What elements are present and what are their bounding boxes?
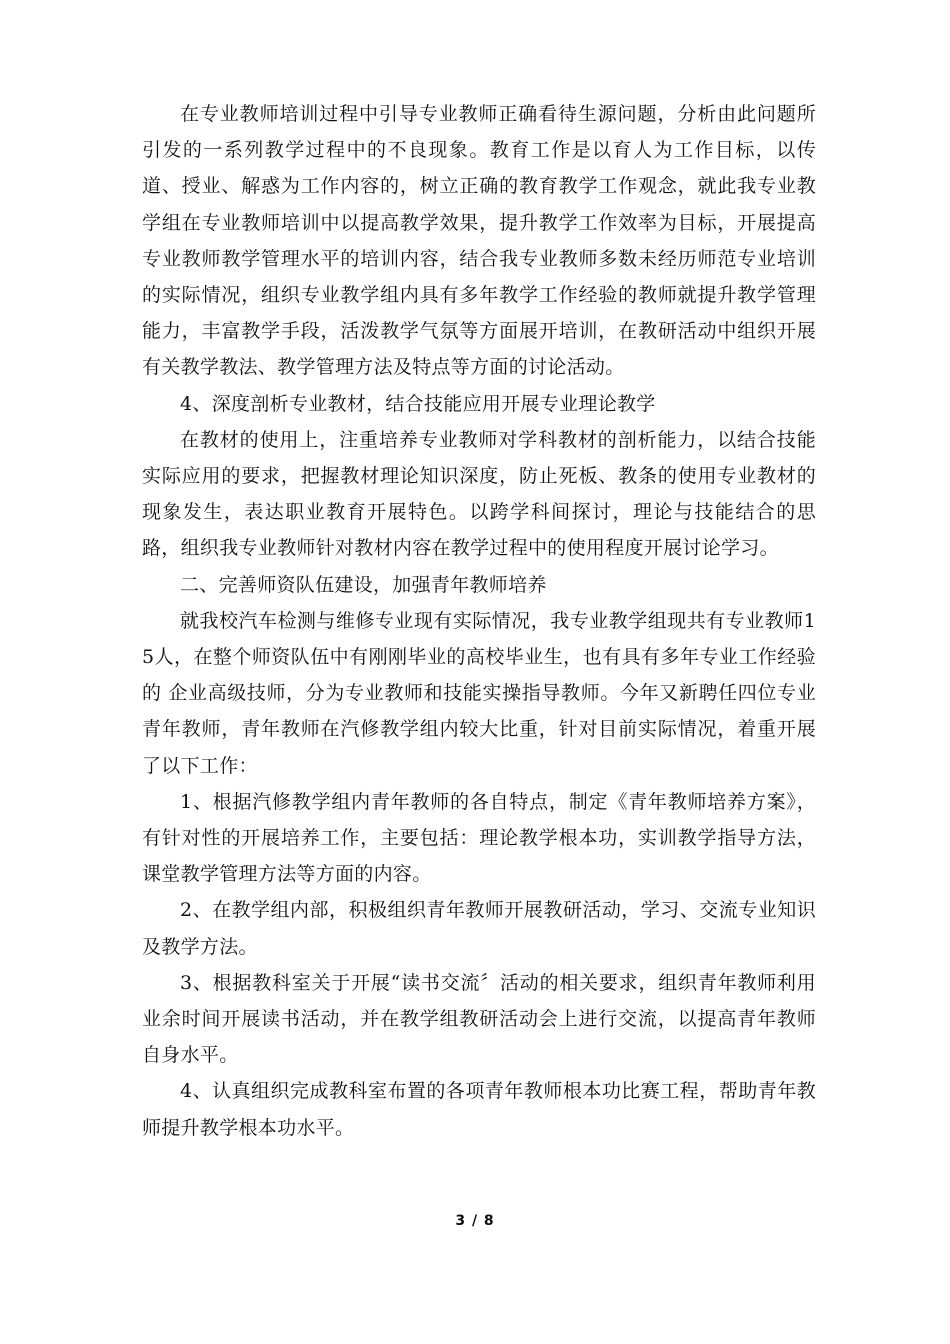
section-heading-textbook: 4、深度剖析专业教材，结合技能应用开展专业理论教学 [180,392,656,415]
list-item-4: 4、认真组织完成教科室布置的各项青年教师根本功比赛工程，帮助青年教师提升教学根本功水平。 [142,1080,816,1139]
list-item-2: 2、在教学组内部，积极组织青年教师开展教研活动，学习、交流专业知识及教学方法。 [142,899,816,958]
section-heading-faculty: 二、完善师资队伍建设，加强青年教师培养 [180,573,547,596]
paragraph-faculty: 就我校汽车检测与维修专业现有实际情况，我专业教学组现共有专业教师15人，在整个师资队伍中有刚刚毕业的高校毕业生，也有具有多年专业工作经验的 企业高级技师，分为专业教师和技能实操指导教师。今年又新聘任四位专业青年教师，青年教师在汽修教学组内较大比重，针对目前实际情况，着重开展了以下工作： [142,609,816,777]
list-item-3: 3、根据教科室关于开展“读书交流〞活动的相关要求，组织青年教师利用业余时间开展读书活动，并在教学组教研活动会上进行交流，以提高青年教师自身水平。 [142,971,816,1067]
document-body [142,96,816,1146]
page-number: 3 / 8 [455,1213,495,1229]
list-item-1: 1、根据汽修教学组内青年教师的各自特点，制定《青年教师培养方案》，有针对性的开展培养工作，主要包括：理论教学根本功，实训教学指导方法，课堂教学管理方法等方面的内容。 [142,790,816,886]
paragraph-textbook: 在教材的使用上，注重培养专业教师对学科教材的剖析能力，以结合技能实际应用的要求，把握教材理论知识深度，防止死板、教条的使用专业教材的现象发生，表达职业教育开展特色。以跨学科间探讨，理论与技能结合的思路，组织我专业教师针对教材内容在教学过程中的使用程度开展讨论学习。 [142,428,816,560]
paragraph-training: 在专业教师培训过程中引导专业教师正确看待生源问题，分析由此问题所引发的一系列教学过程中的不良现象。教育工作是以育人为工作目标，以传道、授业、解惑为工作内容的，树立正确的教育教学工作观念，就此我专业教学组在专业教师培训中以提高教学效果，提升教学工作效率为目标，开展提高专业教师教学管理水平的培训内容，结合我专业教师多数未经历师范专业培训的实际情况，组织专业教学组内具有多年教学工作经验的教师就提升教学管理能力，丰富教学手段，活泼教学气氛等方面展开培训，在教研活动中组织开展有关教学教法、教学管理方法及特点等方面的讨论活动。 [142,103,816,379]
